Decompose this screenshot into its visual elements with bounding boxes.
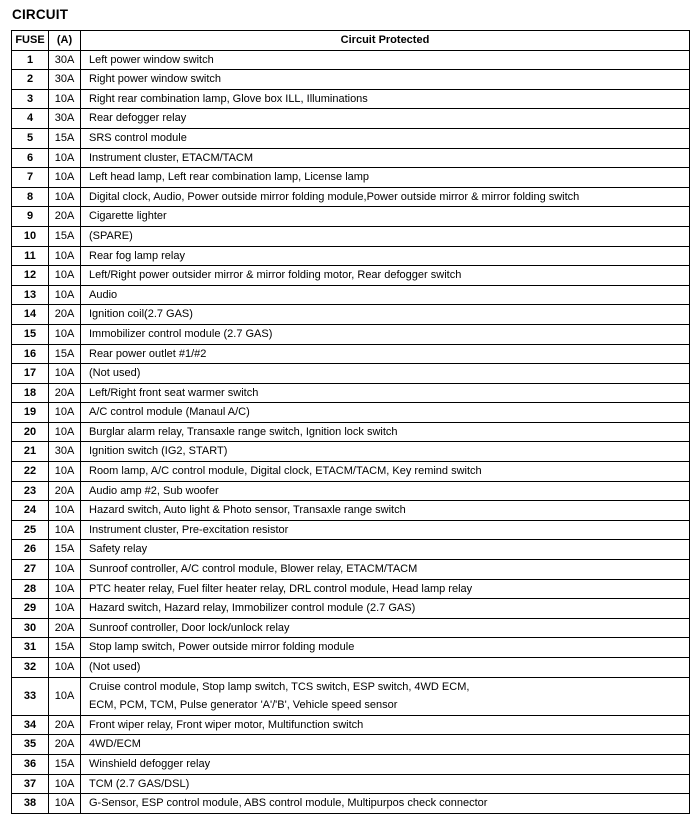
fuse-number: 13: [12, 285, 49, 305]
circuit-protected: [81, 226, 690, 246]
table-row: [12, 754, 690, 774]
fuse-number: 27: [12, 560, 49, 580]
circuit-description-line: 4WD/ECM: [89, 738, 141, 751]
fuse-amperage: 10A: [49, 520, 81, 540]
circuit-description-line: Hazard switch, Auto light & Photo sensor, Transaxle range switch: [89, 504, 406, 517]
fuse-amperage: 15A: [49, 754, 81, 774]
circuit-protected: [81, 774, 690, 794]
table-row: [12, 364, 690, 384]
fuse-amperage: 10A: [49, 774, 81, 794]
table-row: [12, 422, 690, 442]
circuit-description-line: Cruise control module, Stop lamp switch, TCS switch, ESP switch, 4WD ECM,: [89, 680, 470, 693]
circuit-protected: [81, 638, 690, 658]
table-row: [12, 305, 690, 325]
fuse-amperage: 10A: [49, 658, 81, 678]
circuit-description-line: Sunroof controller, Door lock/unlock relay: [89, 621, 290, 634]
fuse-amperage: 10A: [49, 599, 81, 619]
header-amperage: (A): [49, 31, 81, 51]
circuit-protected: [81, 520, 690, 540]
fuse-number: 12: [12, 266, 49, 286]
fuse-number: 17: [12, 364, 49, 384]
circuit-protected: [81, 324, 690, 344]
table-row: [12, 658, 690, 678]
circuit-protected: [81, 207, 690, 227]
table-row: [12, 383, 690, 403]
fuse-number: 18: [12, 383, 49, 403]
fuse-amperage: 20A: [49, 207, 81, 227]
circuit-description-line: Digital clock, Audio, Power outside mirror folding module,Power outside mirror & mirror folding switch: [89, 190, 580, 203]
circuit-description-line: Left head lamp, Left rear combination lamp, License lamp: [89, 171, 370, 184]
fuse-amperage: 10A: [49, 501, 81, 521]
fuse-number: 1: [12, 50, 49, 70]
fuse-number: 2: [12, 70, 49, 90]
circuit-description-line: Left/Right power outsider mirror & mirror folding motor, Rear defogger switch: [89, 269, 462, 282]
fuse-amperage: 30A: [49, 70, 81, 90]
fuse-number: 30: [12, 618, 49, 638]
circuit-description-line: (Not used): [89, 661, 141, 673]
circuit-description-line: Immobilizer control module (2.7 GAS): [89, 327, 273, 340]
circuit-description-line: Audio amp #2, Sub woofer: [89, 484, 219, 497]
table-row: [12, 109, 690, 129]
fuse-amperage: 15A: [49, 540, 81, 560]
circuit-protected: [81, 128, 690, 148]
fuse-amperage: 30A: [49, 109, 81, 129]
table-row: [12, 187, 690, 207]
circuit-protected: [81, 383, 690, 403]
circuit-description-line: SRS control module: [89, 131, 187, 144]
table-row: [12, 540, 690, 560]
circuit-protected: [81, 794, 690, 814]
fuse-amperage: 15A: [49, 128, 81, 148]
fuse-number: 7: [12, 168, 49, 188]
fuse-number: 20: [12, 422, 49, 442]
fuse-amperage: 30A: [49, 50, 81, 70]
circuit-description-line: Hazard switch, Hazard relay, Immobilizer control module (2.7 GAS): [89, 602, 416, 615]
fuse-amperage: 20A: [49, 383, 81, 403]
table-row: [12, 715, 690, 735]
fuse-amperage: 10A: [49, 677, 81, 715]
fuse-amperage: 20A: [49, 715, 81, 735]
fuse-number: 29: [12, 599, 49, 619]
circuit-description-line: (SPARE): [89, 229, 133, 242]
circuit-protected: [81, 579, 690, 599]
circuit-protected: [81, 89, 690, 109]
table-header-row: [12, 31, 690, 51]
fuse-table: [11, 30, 690, 814]
circuit-protected: [81, 618, 690, 638]
table-row: [12, 168, 690, 188]
table-row: [12, 50, 690, 70]
circuit-protected: [81, 266, 690, 286]
circuit-description-line: Right power window switch: [89, 73, 222, 86]
fuse-amperage: 30A: [49, 442, 81, 462]
fuse-number: 31: [12, 638, 49, 658]
circuit-description-line: Ignition coil(2.7 GAS): [89, 308, 193, 321]
fuse-amperage: 10A: [49, 246, 81, 266]
circuit-description-line: Rear power outlet #1/#2: [89, 347, 207, 360]
header-fuse: FUSE: [12, 31, 49, 51]
circuit-description-line: Instrument cluster, Pre-excitation resistor: [89, 523, 289, 536]
circuit-protected: [81, 187, 690, 207]
circuit-description-line: G-Sensor, ESP control module, ABS control module, Multipurpos check connector: [89, 797, 488, 810]
fuse-number: 35: [12, 735, 49, 755]
circuit-description-line: Front wiper relay, Front wiper motor, Multifunction switch: [89, 718, 364, 731]
circuit-description-line: Audio: [89, 288, 118, 301]
fuse-number: 15: [12, 324, 49, 344]
circuit-description-line: Rear defogger relay: [89, 112, 187, 125]
table-row: [12, 481, 690, 501]
circuit-description-line: Left/Right front seat warmer switch: [89, 386, 259, 399]
fuse-amperage: 10A: [49, 89, 81, 109]
table-row: [12, 442, 690, 462]
fuse-amperage: 10A: [49, 560, 81, 580]
table-row: [12, 403, 690, 423]
fuse-number: 19: [12, 403, 49, 423]
circuit-description-line: Burglar alarm relay, Transaxle range switch, Ignition lock switch: [89, 425, 398, 438]
circuit-protected: [81, 285, 690, 305]
fuse-amperage: 20A: [49, 618, 81, 638]
circuit-protected: [81, 481, 690, 501]
circuit-description-line: TCM (2.7 GAS/DSL): [89, 777, 190, 790]
fuse-number: 11: [12, 246, 49, 266]
circuit-description-line: Sunroof controller, A/C control module, Blower relay, ETACM/TACM: [89, 563, 418, 576]
fuse-number: 37: [12, 774, 49, 794]
circuit-protected: [81, 715, 690, 735]
fuse-amperage: 10A: [49, 285, 81, 305]
circuit-description-line: (Not used): [89, 367, 141, 380]
circuit-protected: [81, 462, 690, 482]
fuse-amperage: 20A: [49, 481, 81, 501]
fuse-amperage: 10A: [49, 266, 81, 286]
fuse-amperage: 15A: [49, 226, 81, 246]
fuse-number: 38: [12, 794, 49, 814]
fuse-number: 16: [12, 344, 49, 364]
circuit-description-line: A/C control module (Manaul A/C): [89, 406, 250, 419]
fuse-number: 21: [12, 442, 49, 462]
fuse-amperage: 20A: [49, 305, 81, 325]
table-row: [12, 579, 690, 599]
circuit-protected: [81, 50, 690, 70]
circuit-protected: [81, 168, 690, 188]
table-row: [12, 774, 690, 794]
fuse-number: 5: [12, 128, 49, 148]
table-row: [12, 128, 690, 148]
fuse-number: 26: [12, 540, 49, 560]
fuse-amperage: 10A: [49, 364, 81, 384]
fuse-number: 32: [12, 658, 49, 678]
circuit-description-line: Ignition switch (IG2, START): [89, 445, 228, 458]
fuse-amperage: 10A: [49, 422, 81, 442]
fuse-number: 33: [12, 677, 49, 715]
circuit-protected: [81, 501, 690, 521]
circuit-description-line: Cigarette lighter: [89, 210, 167, 223]
circuit-protected: [81, 148, 690, 168]
circuit-description-line: Right rear combination lamp, Glove box ILL, Illuminations: [89, 92, 368, 105]
table-row: [12, 560, 690, 580]
circuit-description-line: Left power window switch: [89, 53, 214, 66]
fuse-amperage: 10A: [49, 148, 81, 168]
fuse-amperage: 15A: [49, 638, 81, 658]
fuse-number: 3: [12, 89, 49, 109]
fuse-number: 6: [12, 148, 49, 168]
table-row: [12, 266, 690, 286]
fuse-number: 25: [12, 520, 49, 540]
table-row: [12, 246, 690, 266]
table-row: [12, 148, 690, 168]
fuse-number: 22: [12, 462, 49, 482]
circuit-protected: [81, 403, 690, 423]
fuse-number: 9: [12, 207, 49, 227]
circuit-protected: [81, 560, 690, 580]
fuse-number: 8: [12, 187, 49, 207]
circuit-protected: [81, 364, 690, 384]
circuit-description-line: ECM, PCM, TCM, Pulse generator 'A'/'B', Vehicle speed sensor: [89, 699, 398, 712]
table-row: [12, 462, 690, 482]
fuse-number: 14: [12, 305, 49, 325]
circuit-protected: [81, 658, 690, 678]
fuse-number: 4: [12, 109, 49, 129]
fuse-number: 24: [12, 501, 49, 521]
table-row: [12, 207, 690, 227]
table-row: [12, 638, 690, 658]
table-row: [12, 501, 690, 521]
circuit-protected: [81, 735, 690, 755]
table-row: [12, 285, 690, 305]
fuse-amperage: 10A: [49, 168, 81, 188]
table-row: [12, 618, 690, 638]
fuse-amperage: 10A: [49, 324, 81, 344]
page-title: CIRCUIT: [12, 7, 69, 22]
table-row: [12, 520, 690, 540]
table-row: [12, 70, 690, 90]
table-row: [12, 324, 690, 344]
circuit-protected: [81, 540, 690, 560]
table-row: [12, 599, 690, 619]
table-row: [12, 735, 690, 755]
circuit-protected: [81, 754, 690, 774]
circuit-protected: [81, 422, 690, 442]
circuit-protected: [81, 344, 690, 364]
circuit-protected: [81, 599, 690, 619]
circuit-protected: [81, 70, 690, 90]
fuse-number: 10: [12, 226, 49, 246]
circuit-description-line: PTC heater relay, Fuel filter heater relay, DRL control module, Head lamp relay: [89, 582, 473, 595]
circuit-protected: [81, 305, 690, 325]
fuse-number: 23: [12, 481, 49, 501]
circuit-description-line: Winshield defogger relay: [89, 757, 211, 770]
circuit-protected: [81, 109, 690, 129]
fuse-number: 36: [12, 754, 49, 774]
fuse-amperage: 20A: [49, 735, 81, 755]
table-row: [12, 794, 690, 814]
circuit-protected: [81, 442, 690, 462]
table-row: [12, 344, 690, 364]
circuit-description-line: Room lamp, A/C control module, Digital clock, ETACM/TACM, Key remind switch: [89, 465, 482, 478]
fuse-amperage: 10A: [49, 794, 81, 814]
table-row: [12, 677, 690, 715]
circuit-protected: [81, 246, 690, 266]
header-circuit-protected: Circuit Protected: [81, 31, 690, 51]
fuse-number: 34: [12, 715, 49, 735]
fuse-amperage: 10A: [49, 187, 81, 207]
fuse-amperage: 10A: [49, 579, 81, 599]
circuit-description-line: Stop lamp switch, Power outside mirror folding module: [89, 641, 355, 654]
circuit-description-line: Rear fog lamp relay: [89, 249, 185, 262]
fuse-amperage: 10A: [49, 462, 81, 482]
circuit-description-line: Instrument cluster, ETACM/TACM: [89, 151, 254, 164]
table-row: [12, 226, 690, 246]
circuit-protected: [81, 677, 690, 715]
fuse-amperage: 10A: [49, 403, 81, 423]
fuse-number: 28: [12, 579, 49, 599]
circuit-description-line: Safety relay: [89, 543, 148, 556]
table-row: [12, 89, 690, 109]
fuse-amperage: 15A: [49, 344, 81, 364]
